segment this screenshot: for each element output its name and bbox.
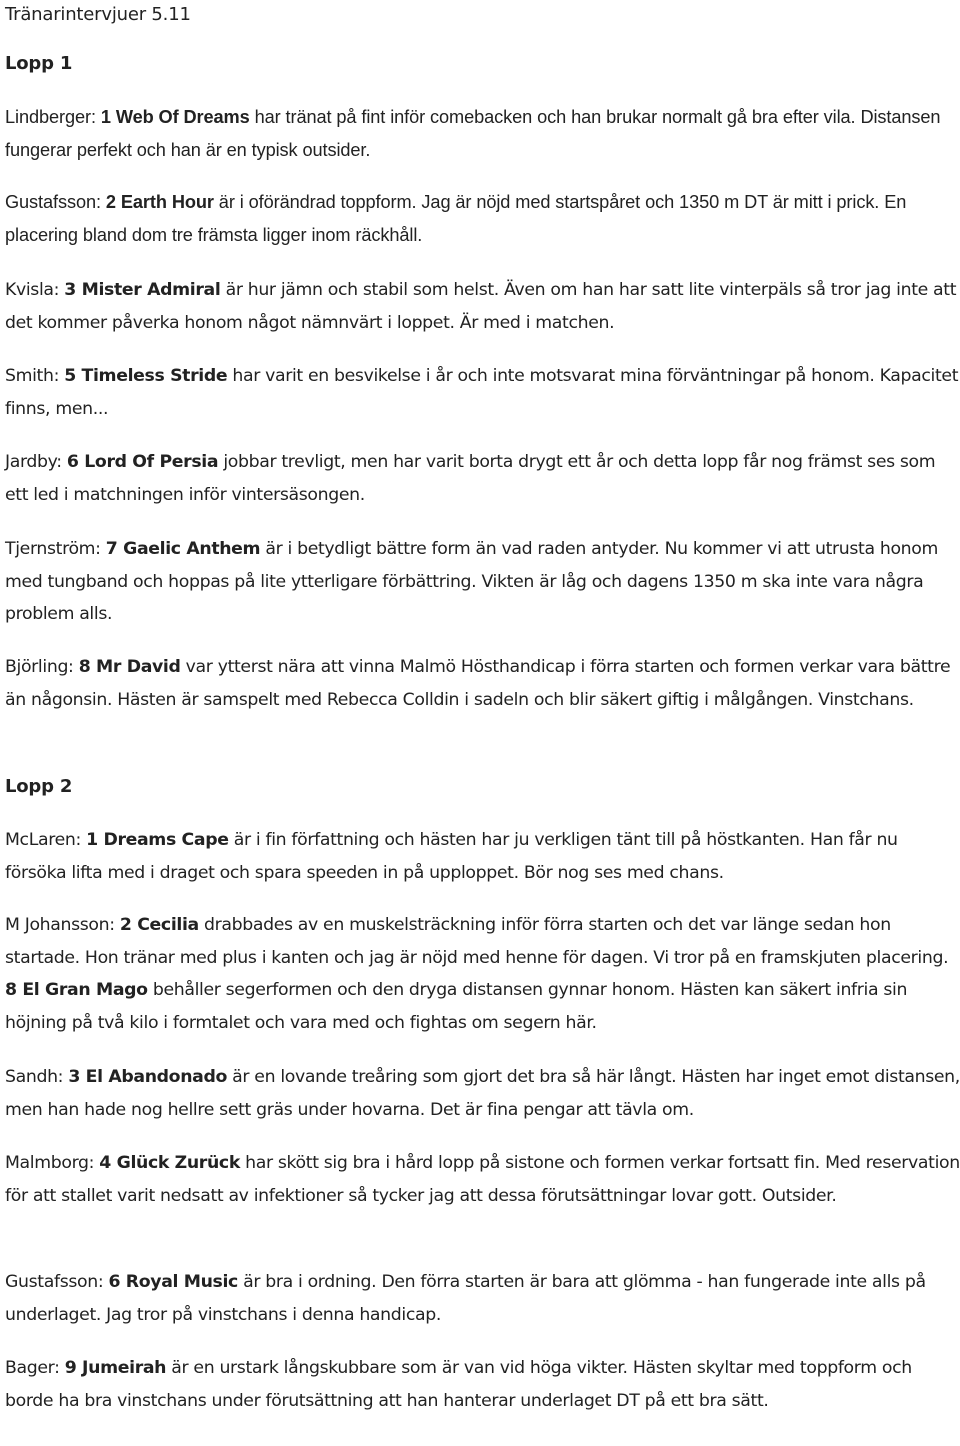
comment-text: är i oförändrad toppform. Jag är nöjd med startspåret och 1350 m DT är mitt i prick. En placering bland dom tre främsta ligger inom räckhåll. [5, 192, 907, 245]
trainer-comment-paragraph [5, 186, 960, 251]
trainer-comment-paragraph [5, 1061, 960, 1126]
comment-text: har tränat på fint inför comebacken och han brukar normalt gå bra efter vila. Distansen fungerar perfekt och han är en typisk outsider. [5, 107, 941, 160]
trainer-name: Malmborg: [5, 1153, 100, 1173]
section-heading: Lopp 2 [5, 776, 73, 797]
trainer-name: M Johansson: [5, 915, 120, 935]
trainer-name: Kvisla: [5, 280, 65, 300]
comment-text: är i fin författning och hästen har ju verkligen tänt till på höstkanten. Han får nu försöka lifta med i draget och spara speeden in på upploppet. Bör nog ses med chans. [5, 830, 898, 883]
trainer-name: Bager: [5, 1358, 65, 1378]
horse-name: 9 Jumeirah [64, 1358, 167, 1378]
trainer-name: Gustafsson: [5, 1272, 109, 1292]
trainer-comment-paragraph [5, 274, 960, 339]
horse-name: 1 Dreams Cape [86, 830, 229, 850]
trainer-name: McLaren: [5, 830, 87, 850]
horse-name: 6 Lord Of Persia [66, 452, 219, 472]
horse-name: 7 Gaelic Anthem [105, 539, 261, 559]
comment-text: är en lovande treåring som gjort det bra så här långt. Hästen har inget emot distansen, men han hade nog hellre sett gräs under hovarna. Det är fina pengar att tävla om. [5, 1067, 960, 1120]
comment-text: är i betydligt bättre form än vad raden antyder. Nu kommer vi att utrusta honom med tungband och hoppas på lite ytterligare förbättring. Vikten är låg och dagens 1350 m ska inte vara några problem alls. [5, 539, 938, 624]
horse-name: 4 Glück Zurück [99, 1153, 240, 1173]
trainer-name: Sandh: [5, 1067, 69, 1087]
section-heading: Lopp 1 [5, 53, 73, 74]
document [5, 0, 960, 1411]
comment-text: jobbar trevligt, men har varit borta drygt ett år och detta lopp får nog främst ses som ett led i matchningen inför vintersäsongen. [5, 452, 936, 505]
horse-name: 3 El Abandonado [68, 1067, 228, 1087]
comment-text: är bra i ordning. Den förra starten är bara att glömma - han fungerade inte alls på underlaget. Jag tror på vinstchans i denna handicap. [5, 1272, 926, 1325]
trainer-comment-paragraph [5, 446, 960, 511]
horse-name: 1 Web Of Dreams [100, 107, 250, 127]
trainer-comment-paragraph [5, 1266, 960, 1331]
comment-text: drabbades av en muskelsträckning inför förra starten och det var länge sedan hon startade. Hon tränar med plus i kanten och jag är nöjd med henne för dagen. Vi tror på en framskjuten placering. [5, 915, 949, 968]
horse-name: 3 Mister Admiral [64, 280, 221, 300]
trainer-comment-paragraph [5, 824, 960, 889]
trainer-name: Lindberger: [5, 107, 101, 127]
horse-name: 5 Timeless Stride [64, 366, 228, 386]
trainer-name: Gustafsson: [5, 192, 106, 212]
comment-text: har varit en besvikelse i år och inte motsvarat mina förväntningar på honom. Kapacitet finns, men... [5, 366, 959, 419]
trainer-name: Tjernström: [5, 539, 106, 559]
comment-text: har skött sig bra i hård lopp på sistone och formen verkar fortsatt fin. Med reservation för att stallet varit nedsatt av infektioner så tycker jag att dessa förutsättningar lovar gott. Outsider. [5, 1153, 960, 1206]
horse-name: 8 El Gran Mago [5, 980, 148, 1000]
trainer-comment-paragraph [5, 101, 960, 166]
comment-text: behåller segerformen och den dryga distansen gynnar honom. Hästen kan säkert infria sin höjning på två kilo i formtalet och vara med och fightas om segern här. [5, 980, 908, 1033]
trainer-comment-paragraph [5, 651, 960, 716]
comment-text: är en urstark långskubbare som är van vid höga vikter. Hästen skyltar med toppform och borde ha bra vinstchans under förutsättning att han hanterar underlaget DT på ett bra sätt. [5, 1358, 912, 1411]
trainer-comment-paragraph [5, 1352, 960, 1417]
comment-text: är hur jämn och stabil som helst. Även om han har satt lite vinterpäls så tror jag inte att det kommer påverka honom något nämnvärt i loppet. Är med i matchen. [5, 280, 957, 333]
trainer-comment-paragraph [5, 533, 960, 631]
comment-text: var ytterst nära att vinna Malmö Hösthandicap i förra starten och formen verkar vara bättre än någonsin. Hästen är samspelt med Rebecca Colldin i sadeln och blir säkert giftig i målgången. Vinstchans. [5, 657, 951, 710]
horse-name: 6 Royal Music [108, 1272, 238, 1292]
trainer-name: Björling: [5, 657, 79, 677]
trainer-name: Jardby: [5, 452, 67, 472]
trainer-comment-paragraph [5, 360, 960, 425]
horse-name: 8 Mr David [78, 657, 181, 677]
trainer-name: Smith: [5, 366, 65, 386]
horse-name: 2 Earth Hour [105, 192, 214, 212]
trainer-comment-paragraph [5, 909, 960, 1039]
document-title: Tränarintervjuer 5.11 [5, 4, 191, 25]
horse-name: 2 Cecilia [119, 915, 199, 935]
trainer-comment-paragraph [5, 1147, 960, 1212]
